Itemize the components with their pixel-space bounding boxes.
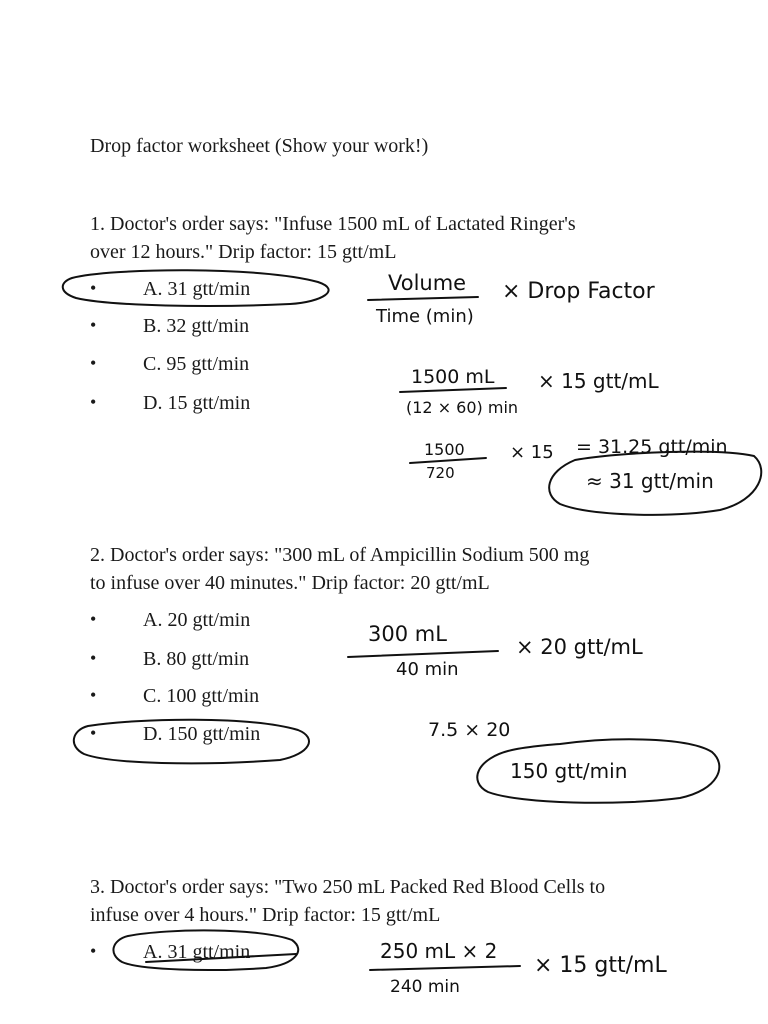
bullet-icon: • xyxy=(90,609,97,629)
q1-step1-fraction-bar xyxy=(400,388,506,392)
q1-step2-result: = 31.25 gtt/min xyxy=(576,436,728,458)
q2-final-answer: 150 gtt/min xyxy=(510,759,628,783)
q1-formula-numerator: Volume xyxy=(388,271,467,295)
bullet-icon: • xyxy=(90,392,97,412)
q1-answer-circle xyxy=(549,452,761,515)
q1-formula-multiplier: × Drop Factor xyxy=(502,279,655,304)
question-1-line-2: over 12 hours." Drip factor: 15 gtt/mL xyxy=(90,241,397,263)
q2-step1-fraction-bar xyxy=(348,651,498,657)
question-3-line-2: infuse over 4 hours." Drip factor: 15 gtt/mL xyxy=(90,904,441,926)
question-3-line-1: 3. Doctor's order says: "Two 250 mL Packed Red Blood Cells to xyxy=(90,876,606,898)
q1-formula-fraction-bar xyxy=(368,297,478,300)
q2-step1-numerator: 300 mL xyxy=(368,622,447,646)
question-1-option-a[interactable]: A. 31 gtt/min xyxy=(143,278,251,300)
question-2-option-c[interactable]: C. 100 gtt/min xyxy=(143,685,260,707)
question-3-option-a[interactable]: A. 31 gtt/min xyxy=(143,941,251,963)
bullet-icon: • xyxy=(90,278,97,298)
bullet-icon: • xyxy=(90,685,97,705)
bullet-icon: • xyxy=(90,723,97,743)
bullet-icon: • xyxy=(90,353,97,373)
q1-step2-denominator: 720 xyxy=(426,464,455,482)
q2-step2-expression: 7.5 × 20 xyxy=(428,719,511,741)
q1-step2-fraction-bar xyxy=(410,458,486,463)
q1-formula-denominator: Time (min) xyxy=(376,306,474,327)
question-2-option-d[interactable]: D. 150 gtt/min xyxy=(143,723,261,745)
q1-step1-denominator: (12 × 60) min xyxy=(406,398,519,417)
question-2-line-1: 2. Doctor's order says: "300 mL of Ampicillin Sodium 500 mg xyxy=(90,544,590,566)
question-2-line-2: to infuse over 40 minutes." Drip factor: 20 gtt/mL xyxy=(90,572,490,594)
question-1-option-b[interactable]: B. 32 gtt/min xyxy=(143,315,250,337)
bullet-icon: • xyxy=(90,941,97,961)
question-2-option-b[interactable]: B. 80 gtt/min xyxy=(143,648,250,670)
worksheet-title: Drop factor worksheet (Show your work!) xyxy=(90,135,429,157)
q1-step2-numerator: 1500 xyxy=(424,440,465,459)
bullet-icon: • xyxy=(90,315,97,335)
q2-step1-multiplier: × 20 gtt/mL xyxy=(516,635,643,659)
q2-answer-circle xyxy=(477,739,719,802)
q3-step1-denominator: 240 min xyxy=(390,977,460,997)
question-1-option-d[interactable]: D. 15 gtt/min xyxy=(143,392,251,414)
q3-step1-numerator: 250 mL × 2 xyxy=(380,939,498,963)
q1-final-answer: ≈ 31 gtt/min xyxy=(586,469,714,493)
q3-step1-fraction-bar xyxy=(370,966,520,970)
q1-step1-multiplier: × 15 gtt/mL xyxy=(538,369,659,393)
bullet-icon: • xyxy=(90,648,97,668)
q3-step1-multiplier: × 15 gtt/mL xyxy=(534,953,667,978)
question-2-option-a[interactable]: A. 20 gtt/min xyxy=(143,609,251,631)
q1-step2-multiplier: × 15 xyxy=(510,442,554,463)
question-1-option-c[interactable]: C. 95 gtt/min xyxy=(143,353,250,375)
question-1-line-1: 1. Doctor's order says: "Infuse 1500 mL of Lactated Ringer's xyxy=(90,213,576,235)
q1-step1-numerator: 1500 mL xyxy=(411,366,495,388)
q2-step1-denominator: 40 min xyxy=(396,659,459,680)
